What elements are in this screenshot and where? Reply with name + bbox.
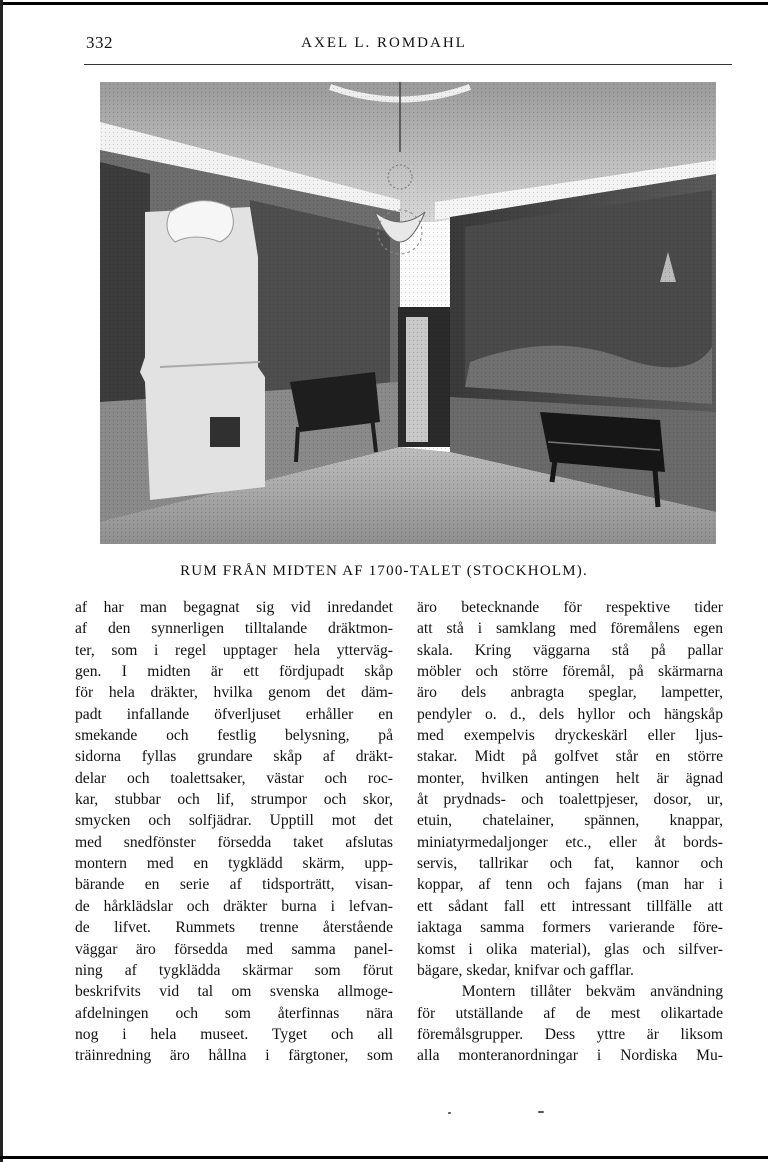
bottom-border xyxy=(0,1156,768,1159)
text-line: bägare, skedar, knifvar och gafflar. xyxy=(417,961,634,979)
left-border xyxy=(0,0,3,1162)
text-line: stakar. Midt på golfvet står en större xyxy=(417,748,723,766)
page-speck xyxy=(538,1111,544,1113)
text-line: koppar, af tenn och fajans (man har i xyxy=(417,876,723,894)
text-line: de hårklädslar och dräkter burna i lefvan- xyxy=(75,897,393,915)
text-line: äro dels anbragta speglar, lampetter, xyxy=(417,684,723,702)
text-line: alla monteranordningar i Nordiska Mu- xyxy=(417,1047,723,1065)
text-line: bärande en serie af tidsporträtt, visan- xyxy=(75,876,393,894)
text-line: ter, som i regel upptager hela ytterväg- xyxy=(75,641,393,659)
header-divider xyxy=(84,64,732,65)
text-line: för hela dräkter, hvilka genom det däm- xyxy=(75,684,393,702)
text-line: komst i olika material), glas och silfver- xyxy=(417,940,723,958)
room-photograph xyxy=(100,82,716,544)
text-line: iaktaga samma formers varierande före- xyxy=(417,919,723,937)
page-number: 332 xyxy=(86,33,113,52)
text-line: miniatyrmedaljonger etc., eller åt bords- xyxy=(417,833,723,851)
page-speck xyxy=(448,1112,451,1114)
text-line: åt prydnads- och toalettpjeser, dosor, ur, xyxy=(417,791,723,809)
text-line: af den synnerligen tilltalande dräktmon- xyxy=(75,620,393,638)
text-line: föremålsgrupper. Dess yttre är liksom xyxy=(417,1025,723,1043)
figure-caption: RUM FRÅN MIDTEN AF 1700-TALET (STOCKHOLM). xyxy=(180,563,588,579)
text-line: pendyler o. d., dels hyllor och hängskåp xyxy=(417,705,723,723)
text-line: smycken och solfjädrar. Upptill mot det xyxy=(75,812,393,830)
text-line: smekande och festlig belysning, på xyxy=(75,727,393,745)
text-line: gen. I midten är ett fördjupadt skåp xyxy=(75,663,393,681)
text-line: sidorna fyllas grundare skåp af dräkt- xyxy=(75,748,393,766)
text-line: kar, stubbar och lif, strumpor och skor, xyxy=(75,791,393,809)
text-line: beskrifvits vid tal om svenska allmoge- xyxy=(75,983,393,1001)
text-line: monter, hvilken antingen helt är ägnad xyxy=(417,769,723,787)
text-line: montern med en tygklädd skärm, upp- xyxy=(75,855,393,873)
text-line: etuin, chatelainer, spännen, knappar, xyxy=(417,812,723,830)
text-line: nog i hela museet. Tyget och all xyxy=(75,1025,393,1043)
text-line: af har man begagnat sig vid inredandet xyxy=(75,599,393,616)
text-line: med snedfönster försedda taket afslutas xyxy=(75,833,393,851)
text-line: möbler och större föremål, på skärmarna xyxy=(417,663,723,681)
text-line: äro betecknande för respektive tider xyxy=(417,599,723,616)
text-line: Montern tillåter bekväm användning xyxy=(417,983,723,1001)
text-line: att stå i samklang med föremålens egen xyxy=(417,620,723,638)
text-line: väggar äro försedda med samma panel- xyxy=(75,940,393,958)
text-line: för utställande af de mest olikartade xyxy=(417,1004,723,1022)
body-column-left xyxy=(75,597,393,1067)
text-line: skala. Kring väggarna stå på pallar xyxy=(417,641,723,659)
text-line: ett sådant fall ett intressant tillfälle att xyxy=(417,897,723,915)
text-line: delar och toalettsaker, västar och roc- xyxy=(75,769,393,787)
text-line: servis, tallrikar och fat, kannor och xyxy=(417,855,723,873)
running-title: AXEL L. ROMDAHL xyxy=(301,35,467,51)
body-column-right xyxy=(417,597,723,1067)
text-line: ning af tygklädda skärmar som förut xyxy=(75,961,393,979)
top-border xyxy=(0,2,768,5)
text-line: de lifvet. Rummets trenne återstående xyxy=(75,919,393,937)
text-line: träinredning äro hållna i färgtoner, som xyxy=(75,1047,393,1065)
text-line: med exempelvis dryckeskärl eller ljus- xyxy=(417,727,723,745)
text-line: afdelningen och som återfinnas nära xyxy=(75,1004,393,1022)
text-line: padt infallande öfverljuset erhåller en xyxy=(75,705,393,723)
